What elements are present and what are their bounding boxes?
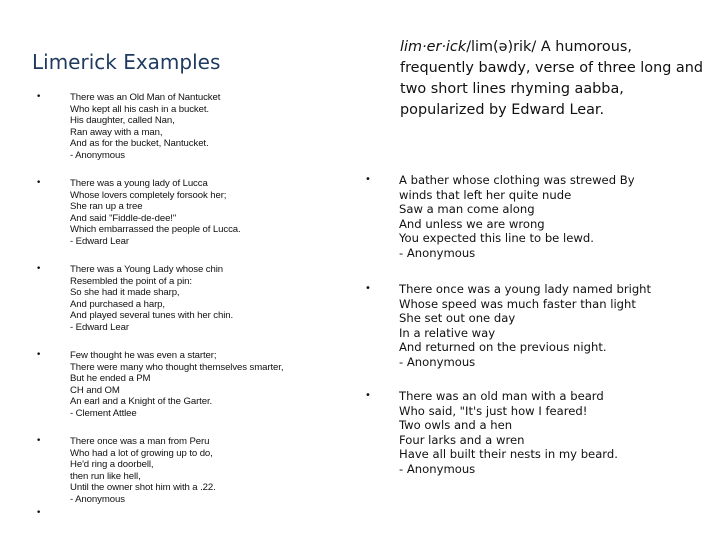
bullet-icon: • bbox=[36, 178, 42, 188]
definition-pronunciation: /lim(ə)rik/ bbox=[466, 39, 537, 55]
bullet-icon: • bbox=[36, 436, 42, 446]
limerick-text: There was an Old Man of Nantucket Who kept all his cash in a bucket. His daughter, called Nan, Ran away with a man, And as for the bucket, Nantucket. - Anonymous bbox=[70, 92, 221, 161]
limerick-text: There once was a man from Peru Who had a lot of growing up to do, He'd ring a doorbell, then run like hell, Until the owner shot him with a .22. - Anonymous bbox=[70, 436, 216, 505]
definition-block bbox=[400, 37, 710, 121]
page-title: Limerick Examples bbox=[32, 50, 221, 74]
bullet-icon: • bbox=[365, 283, 371, 294]
limerick-text: There was a Young Lady whose chin Resembled the point of a pin: So she had it made sharp, And purchased a harp, And played several tunes with her chin. - Edward Lear bbox=[70, 264, 234, 333]
limerick-text: A bather whose clothing was strewed By winds that left her quite nude Saw a man come along And unless we are wrong You expected this line to be lewd. - Anonymous bbox=[399, 173, 635, 260]
bullet-icon: • bbox=[365, 390, 371, 401]
limerick-text: Few thought he was even a starter; There were many who thought themselves smarter, But he ended a PM CH and OM An earl and a Knight of the Garter. - Clement Attlee bbox=[70, 350, 284, 419]
definition-text: A humorous, frequently bawdy, verse of three long and two short lines rhyming aabba, popularized by Edward Lear. bbox=[400, 39, 704, 118]
bullet-icon: • bbox=[36, 264, 42, 274]
bullet-icon: • bbox=[365, 174, 371, 185]
bullet-icon: • bbox=[36, 350, 42, 360]
limerick-text: There was a young lady of Lucca Whose lovers completely forsook her; She ran up a tree And said "Fiddle-de-dee!" Which embarrassed the people of Lucca. - Edward Lear bbox=[70, 178, 241, 247]
bullet-icon: • bbox=[36, 508, 42, 518]
definition-term: lim·er·ick bbox=[400, 39, 467, 55]
limerick-text: There was an old man with a beard Who said, "It's just how I feared! Two owls and a hen Four larks and a wren Have all built their nests in my beard. - Anonymous bbox=[399, 389, 618, 476]
limerick-text: There once was a young lady named bright Whose speed was much faster than light She set out one day In a relative way And returned on the previous night. - Anonymous bbox=[399, 282, 652, 369]
bullet-icon: • bbox=[36, 92, 42, 102]
